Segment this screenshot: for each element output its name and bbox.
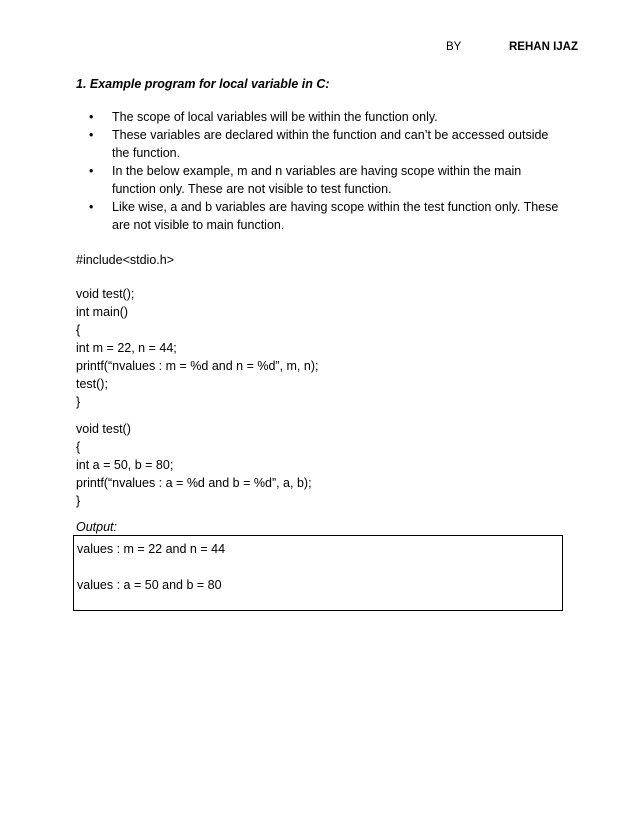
bullet-text: In the below example, m and n variables are having scope within the main function only. These are not visible to test function. [112, 164, 522, 196]
code-line: int a = 50, b = 80; [76, 458, 174, 472]
bullet-item [76, 126, 566, 162]
section-heading: 1. Example program for local variable in C: [76, 77, 330, 91]
code-line: printf(“nvalues : a = %d and b = %d”, a, b); [76, 476, 312, 490]
bullet-item [76, 162, 566, 198]
code-line: void test(); [76, 287, 135, 301]
output-line: values : m = 22 and n = 44 [77, 542, 226, 556]
bullet-dot-icon: • [89, 128, 94, 142]
code-include-line: #include<stdio.h> [76, 253, 174, 267]
bullet-item [76, 108, 566, 126]
bullet-text: Like wise, a and b variables are having scope within the test function only. These are not visible to main function. [112, 200, 559, 232]
output-label: Output: [76, 520, 117, 534]
code-line: test(); [76, 377, 108, 391]
code-line: void test() [76, 422, 131, 436]
bullet-list [76, 108, 566, 234]
header-by-label: BY [446, 41, 462, 53]
bullet-dot-icon: • [89, 200, 94, 214]
bullet-dot-icon: • [89, 164, 94, 178]
code-line: } [76, 395, 81, 409]
output-box [73, 535, 563, 611]
bullet-text: These variables are declared within the function and can’t be accessed outside the function. [112, 128, 549, 160]
bullet-text: The scope of local variables will be within the function only. [112, 110, 438, 124]
code-line: printf(“nvalues : m = %d and n = %d”, m, n); [76, 359, 319, 373]
code-line: int m = 22, n = 44; [76, 341, 177, 355]
bullet-item [76, 198, 566, 234]
code-line: { [76, 323, 81, 337]
code-line: { [76, 440, 81, 454]
code-line: } [76, 494, 81, 508]
output-line: values : a = 50 and b = 80 [77, 578, 222, 592]
code-line: int main() [76, 305, 129, 319]
bullet-dot-icon: • [89, 110, 94, 124]
header-author-name: REHAN IJAZ [509, 41, 579, 53]
